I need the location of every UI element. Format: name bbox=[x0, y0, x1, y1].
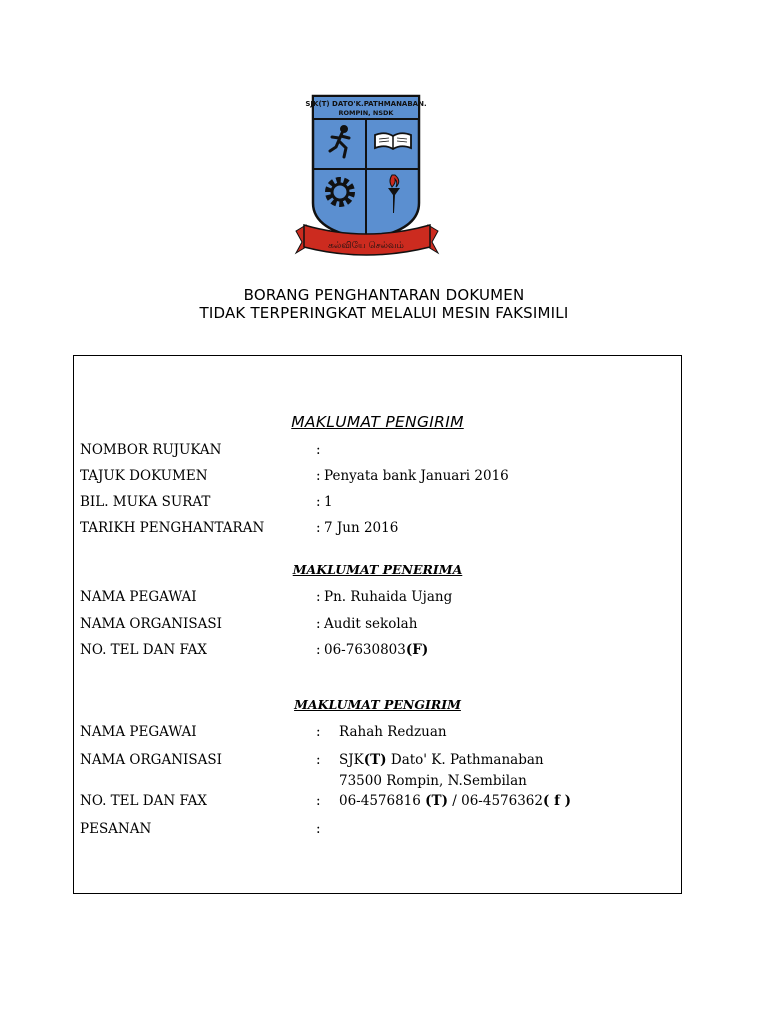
field-value: Rahah Redzuan bbox=[339, 724, 447, 740]
field-label: NAMA ORGANISASI bbox=[80, 616, 222, 632]
field-colon: : bbox=[316, 752, 321, 768]
field-label: NAMA PEGAWAI bbox=[80, 589, 197, 605]
school-crest-logo bbox=[292, 91, 442, 257]
fax-marker: ( f ) bbox=[542, 793, 571, 809]
field-colon: : bbox=[316, 494, 321, 510]
svg-text:கல்வியே செல்வம்: கல்வியே செல்வம் bbox=[328, 241, 404, 251]
section-heading-pengirim-detail: MAKLUMAT PENGIRIM bbox=[294, 697, 461, 712]
org-name-type: (T) bbox=[363, 752, 387, 768]
field-colon: : bbox=[316, 468, 321, 484]
org-name-part: SJK bbox=[339, 752, 364, 768]
tel-marker: (T) bbox=[425, 793, 448, 809]
field-colon: : bbox=[316, 642, 321, 658]
field-label: PESANAN bbox=[80, 821, 152, 837]
field-colon: : bbox=[316, 616, 321, 632]
tel-number: 06-7630803 bbox=[324, 642, 406, 658]
field-value: Audit sekolah bbox=[324, 616, 418, 632]
tel-number: 06-4576816 bbox=[339, 793, 426, 809]
field-label: TARIKH PENGHANTARAN bbox=[80, 520, 265, 536]
field-value bbox=[324, 642, 428, 658]
svg-text:SJK(T) DATO'K.PATHMANABAN.: SJK(T) DATO'K.PATHMANABAN. bbox=[305, 100, 427, 108]
form-title-line1: BORANG PENGHANTARAN DOKUMEN bbox=[243, 286, 525, 304]
field-label: NO. TEL DAN FAX bbox=[80, 642, 208, 658]
org-name-rest: Dato' K. Pathmanaban bbox=[386, 752, 544, 768]
field-colon: : bbox=[316, 520, 321, 536]
field-value: 7 Jun 2016 bbox=[324, 520, 399, 536]
field-colon: : bbox=[316, 793, 321, 809]
fax-marker: (F) bbox=[405, 642, 429, 658]
field-value: Penyata bank Januari 2016 bbox=[324, 468, 509, 484]
field-value bbox=[339, 752, 544, 768]
field-label: NAMA PEGAWAI bbox=[80, 724, 197, 740]
field-colon: : bbox=[316, 589, 321, 605]
field-value bbox=[339, 793, 571, 809]
section-heading-penerima: MAKLUMAT PENERIMA bbox=[292, 562, 463, 577]
field-label: BIL. MUKA SURAT bbox=[80, 494, 211, 510]
fax-number: / 06-4576362 bbox=[447, 793, 543, 809]
book-icon bbox=[375, 133, 411, 149]
field-label: NAMA ORGANISASI bbox=[80, 752, 222, 768]
field-value: Pn. Ruhaida Ujang bbox=[324, 589, 453, 605]
field-label: TAJUK DOKUMEN bbox=[80, 468, 208, 484]
org-address: 73500 Rompin, N.Sembilan bbox=[339, 773, 527, 789]
field-label: NO. TEL DAN FAX bbox=[80, 793, 208, 809]
svg-text:ROMPIN, NSDK: ROMPIN, NSDK bbox=[338, 109, 394, 117]
field-colon: : bbox=[316, 724, 321, 740]
field-value: 1 bbox=[324, 494, 333, 510]
field-colon: : bbox=[316, 442, 321, 458]
form-title-line2: TIDAK TERPERINGKAT MELALUI MESIN FAKSIMILI bbox=[199, 304, 569, 322]
field-label: NOMBOR RUJUKAN bbox=[80, 442, 222, 458]
section-heading-pengirim: MAKLUMAT PENGIRIM bbox=[291, 413, 464, 431]
field-colon: : bbox=[316, 821, 321, 837]
